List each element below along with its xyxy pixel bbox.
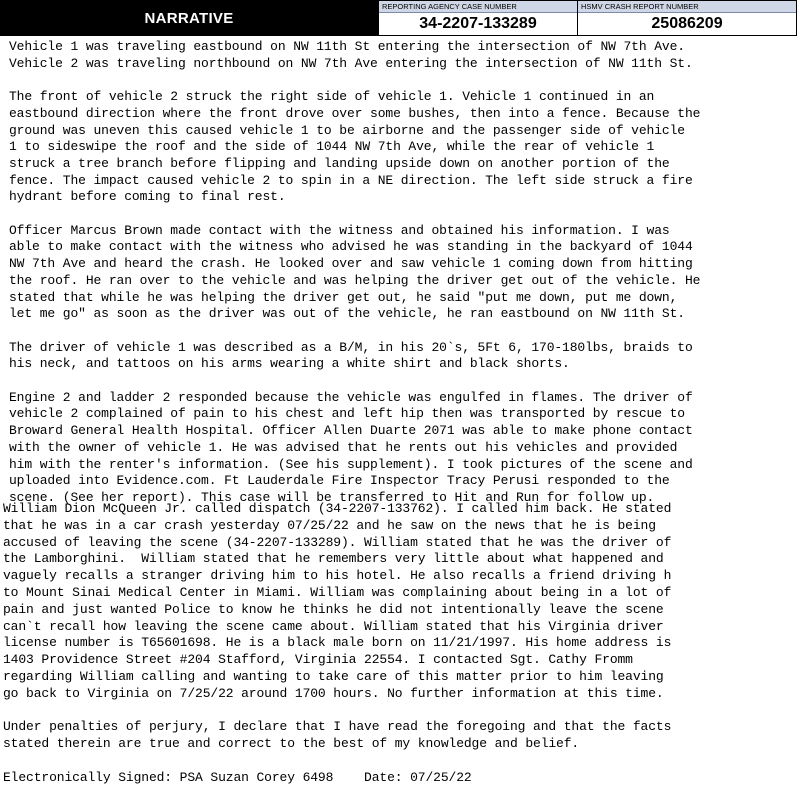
text-line: stated that while he was helping the driver get out, he said "put me down, put me down, — [9, 289, 678, 305]
text-line: struck a tree branch before flipping and landing upside down on another portion of the — [9, 155, 670, 171]
text-line: hydrant before coming to final rest. — [9, 189, 286, 205]
hsmv-report-label: HSMV CRASH REPORT NUMBER — [578, 1, 796, 13]
text-line: license number is T65601698. He is a black male born on 11/21/1997. His home address is — [3, 635, 672, 651]
text-line: ground was uneven this caused vehicle 1 to be airborne and the passenger side of vehicle — [9, 122, 685, 138]
text-line: let me go" as soon as the driver was out of the vehicle, he ran eastbound on NW 11th St. — [9, 306, 685, 322]
electronic-signature-line: Electronically Signed: PSA Suzan Corey 6498 Date: 07/25/22 — [3, 769, 472, 785]
text-line: scene. (See her report). This case will be transferred to Hit and Run for follow up. — [9, 489, 655, 505]
report-header — [0, 0, 800, 36]
text-line: uploaded into Evidence.com. Ft Lauderdale Fire Inspector Tracy Perusi responded to the — [9, 473, 670, 489]
narrative-text — [9, 39, 700, 507]
text-line: fence. The impact caused vehicle 2 to spin in a NE direction. The left side struck a fire — [9, 172, 693, 188]
text-line — [3, 753, 671, 770]
hsmv-report-box — [578, 0, 797, 36]
text-line: vaguely recalls a stranger driving him to his hotel. He also recalls a friend driving h — [3, 568, 672, 584]
text-line: can`t recall how leaving the scene came about. William stated that his Virginia driver — [3, 618, 664, 634]
text-line: with the owner of vehicle 1. He was advised that he rents out his vehicles and provided — [9, 439, 678, 455]
text-line — [9, 206, 700, 223]
narrative-title: NARRATIVE — [0, 0, 378, 36]
agency-case-number: 34-2207-133289 — [419, 15, 537, 32]
text-line — [9, 373, 700, 390]
text-line: The driver of vehicle 1 was described as a B/M, in his 20`s, 5Ft 6, 170-180lbs, braids to — [9, 339, 693, 355]
text-line: vehicle 2 complained of pain to his chest and left hip then was transported by rescue to — [9, 406, 685, 422]
perjury-declaration-line: stated therein are true and correct to the best of my knowledge and belief. — [3, 736, 580, 752]
text-line: go back to Virginia on 7/25/22 around 1700 hours. No further information at this time. — [3, 685, 664, 701]
text-line: his neck, and tattoos on his arms wearing a white shirt and black shorts. — [9, 356, 570, 372]
text-line: that he was in a car crash yesterday 07/25/22 and he saw on the news that he is being — [3, 517, 656, 533]
text-line: the roof. He ran over to the vehicle and was helping the driver get out of the vehicle. He — [9, 272, 701, 288]
perjury-declaration-line: Under penalties of perjury, I declare that I have read the foregoing and that the facts — [3, 719, 672, 735]
text-line: to Mount Sinai Medical Center in Miami. William was complaining about being in a lot of — [3, 584, 672, 600]
text-line: NW 7th Ave and heard the crash. He looked over and saw vehicle 1 coming down from hitting — [9, 256, 693, 272]
text-line: regarding William calling and wanting to take care of this matter prior to him leaving — [3, 668, 664, 684]
text-line: 1 to sideswipe the roof and the side of 1044 NW 7th Ave, while the rear of vehicle 1 — [9, 139, 655, 155]
text-line: William Dion McQueen Jr. called dispatch (34-2207-133762). I called him back. He stated — [3, 501, 672, 516]
text-line: Engine 2 and ladder 2 responded because the vehicle was engulfed in flames. The driver of — [9, 389, 693, 405]
text-line — [9, 72, 700, 89]
text-line: accused of leaving the scene (34-2207-133289). William stated that he was the driver of — [3, 534, 672, 550]
text-line: him with the renter's information. (See his supplement). I took pictures of the scene and — [9, 456, 693, 472]
agency-case-box — [378, 0, 578, 36]
hsmv-report-number: 25086209 — [651, 15, 723, 32]
text-line — [3, 703, 671, 720]
text-line: Broward General Health Hospital. Officer Allen Duarte 2071 was able to make phone contact — [9, 423, 693, 439]
text-line: pain and just wanted Police to know he thinks he did not intentionally leave the scene — [3, 601, 664, 617]
text-line: eastbound direction where the front drove over some bushes, then into a fence. Because the — [9, 105, 701, 121]
supplement-text — [3, 501, 671, 787]
text-line — [9, 323, 700, 340]
text-line: Vehicle 1 was traveling eastbound on NW 11th St entering the intersection of NW 7th Ave. — [9, 39, 685, 54]
text-line: the Lamborghini. William stated that he remembers very little about what happened and — [3, 551, 664, 567]
text-line: The front of vehicle 2 struck the right side of vehicle 1. Vehicle 1 continued in an — [9, 89, 655, 105]
text-line: able to make contact with the witness who advised he was standing in the backyard of 1044 — [9, 239, 693, 255]
text-line: 1403 Providence Street #204 Stafford, Virginia 22554. I contacted Sgt. Cathy Fromm — [3, 652, 633, 668]
text-line: Officer Marcus Brown made contact with the witness and obtained his information. I was — [9, 222, 670, 238]
agency-case-label: REPORTING AGENCY CASE NUMBER — [379, 1, 577, 13]
text-line: Vehicle 2 was traveling northbound on NW 7th Ave entering the intersection of NW 11th St. — [9, 55, 693, 71]
